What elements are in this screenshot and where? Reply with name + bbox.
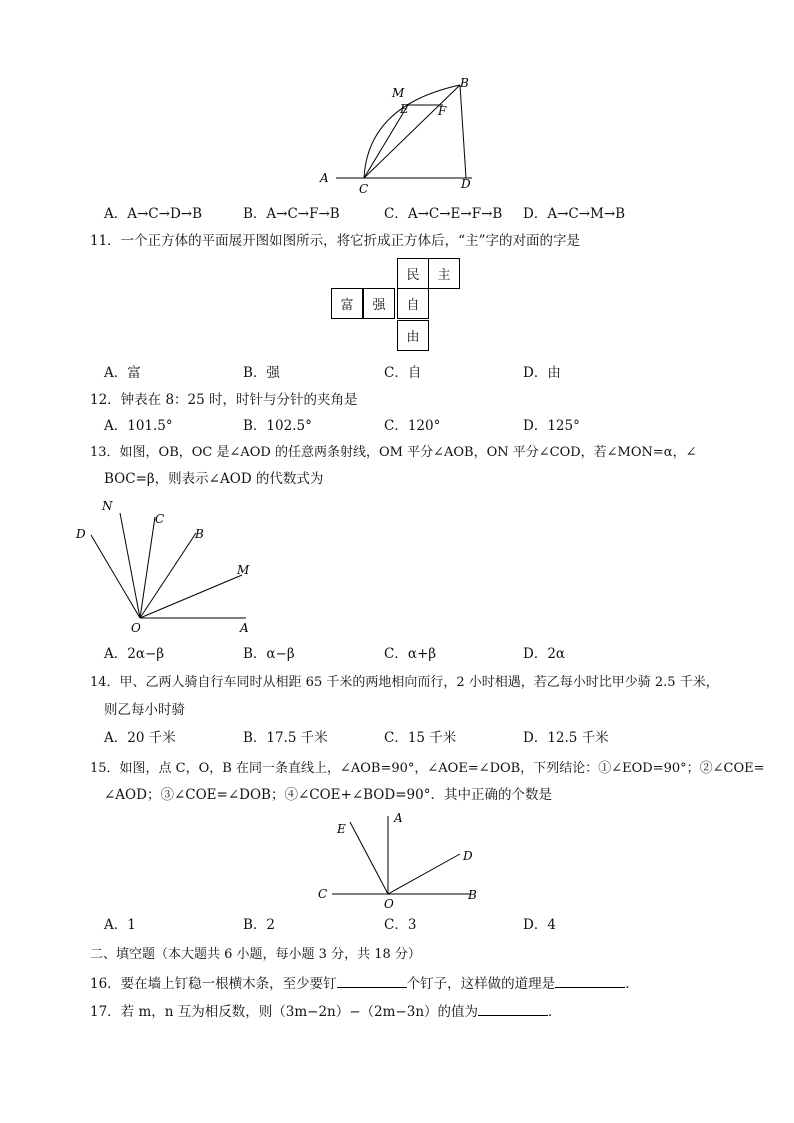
q14-stem-line2: 则乙每小时骑 (104, 702, 185, 718)
q13-figure (70, 495, 270, 640)
net-cell-zhu: 主 (428, 258, 460, 289)
q14-option-b: B．17.5 千米 (243, 730, 328, 746)
q17-part2: ． (548, 1004, 562, 1020)
q15-option-b: B．2 (243, 917, 276, 933)
q15-option-c: C．3 (384, 917, 417, 933)
q16-part3: ． (625, 976, 639, 992)
q15-option-a: A．1 (104, 917, 136, 933)
q16-blank-1[interactable] (337, 973, 407, 988)
q10-label-f: F (438, 104, 447, 118)
q11-option-c: C．自 (384, 365, 422, 381)
q14-option-a: A．20 千米 (104, 730, 176, 746)
q13-label-n: N (102, 499, 113, 513)
q16-part1: 16．要在墙上钉稳一根横木条，至少要钉 (90, 976, 337, 992)
q10-option-d: D．A→C→M→B (523, 206, 626, 222)
q10-label-e: E (400, 102, 409, 116)
net-cell-zi: 自 (397, 288, 429, 319)
q10-figure (310, 75, 490, 200)
q12-option-a: A．101.5° (104, 418, 173, 434)
q15-label-d: D (463, 849, 473, 863)
q12-option-d: D．125° (523, 418, 580, 434)
section2-heading: 二、填空题（本大题共 6 小题，每小题 3 分，共 18 分） (90, 947, 421, 962)
q11-option-a: A．富 (104, 365, 141, 381)
q15-label-c: C (318, 887, 328, 901)
q15-stem-line1: 15．如图，点 C，O，B 在同一条直线上，∠AOB=90°，∠AOE=∠DOB，下列结论：①∠EOD=90°；②∠COE= (90, 761, 765, 776)
net-cell-you: 由 (397, 320, 429, 351)
q13-label-b: B (195, 527, 204, 541)
q14-option-c: C．15 千米 (384, 730, 457, 746)
q15-option-d: D．4 (523, 917, 556, 933)
q15-figure (310, 808, 490, 910)
q13-option-b: B．α−β (243, 646, 295, 662)
q13-stem-line1: 13．如图，OB，OC 是∠AOD 的任意两条射线，OM 平分∠AOB，ON 平分∠COD，若∠MON=α，∠ (90, 445, 697, 460)
q15-stem-line2: ∠AOD；③∠COE=∠DOB；④∠COE+∠BOD=90°．其中正确的个数是 (104, 787, 552, 803)
q13-label-d: D (76, 527, 86, 541)
q16-blank-2[interactable] (555, 973, 625, 988)
q13-label-c: C (155, 512, 165, 526)
q16-stem (90, 973, 639, 993)
q13-option-a: A．2α−β (104, 646, 165, 662)
q10-label-b: B (460, 76, 469, 90)
q17-blank[interactable] (478, 1001, 548, 1016)
q11-option-b: B．强 (243, 365, 280, 381)
q17-part1: 17．若 m，n 互为相反数，则（3m−2n）−（2m−3n）的值为 (90, 1004, 479, 1020)
q13-label-a: A (240, 621, 249, 635)
q10-label-m: M (392, 86, 405, 100)
q12-stem: 12．钟表在 8：25 时，时针与分针的夹角是 (90, 392, 358, 408)
q12-option-b: B．102.5° (243, 418, 312, 434)
q10-option-b: B．A→C→F→B (243, 206, 340, 222)
q15-label-a: A (394, 811, 403, 825)
q13-label-m: M (237, 563, 250, 577)
net-cell-min: 民 (397, 258, 429, 289)
q10-label-c: C (359, 182, 369, 196)
q11-option-d: D．由 (523, 365, 561, 381)
q13-option-c: C．α+β (384, 646, 437, 662)
q11-stem: 11．一个正方体的平面展开图如图所示，将它折成正方体后，“主”字的对面的字是 (90, 233, 580, 249)
q10-label-a: A (320, 171, 329, 185)
q10-option-c: C．A→C→E→F→B (384, 206, 503, 222)
q13-option-d: D．2α (523, 646, 566, 662)
q17-stem (90, 1001, 562, 1021)
q14-stem-line1: 14．甲、乙两人骑自行车同时从相距 65 千米的两地相向而行，2 小时相遇，若乙每小时比甲少骑 2.5 千米， (90, 675, 719, 690)
q16-part2: 个钉子，这样做的道理是 (406, 976, 556, 992)
q13-label-o: O (131, 621, 141, 635)
net-cell-qiang: 强 (363, 288, 395, 319)
q14-option-d: D．12.5 千米 (523, 730, 609, 746)
q15-label-o: O (384, 897, 394, 910)
q13-stem-line2: BOC=β，则表示∠AOD 的代数式为 (104, 471, 324, 487)
q10-label-d: D (461, 177, 471, 191)
q10-option-a: A．A→C→D→B (104, 206, 203, 222)
q12-option-c: C．120° (384, 418, 441, 434)
net-cell-fu: 富 (331, 288, 363, 319)
q15-label-b: B (468, 888, 477, 902)
q15-label-e: E (337, 822, 346, 836)
